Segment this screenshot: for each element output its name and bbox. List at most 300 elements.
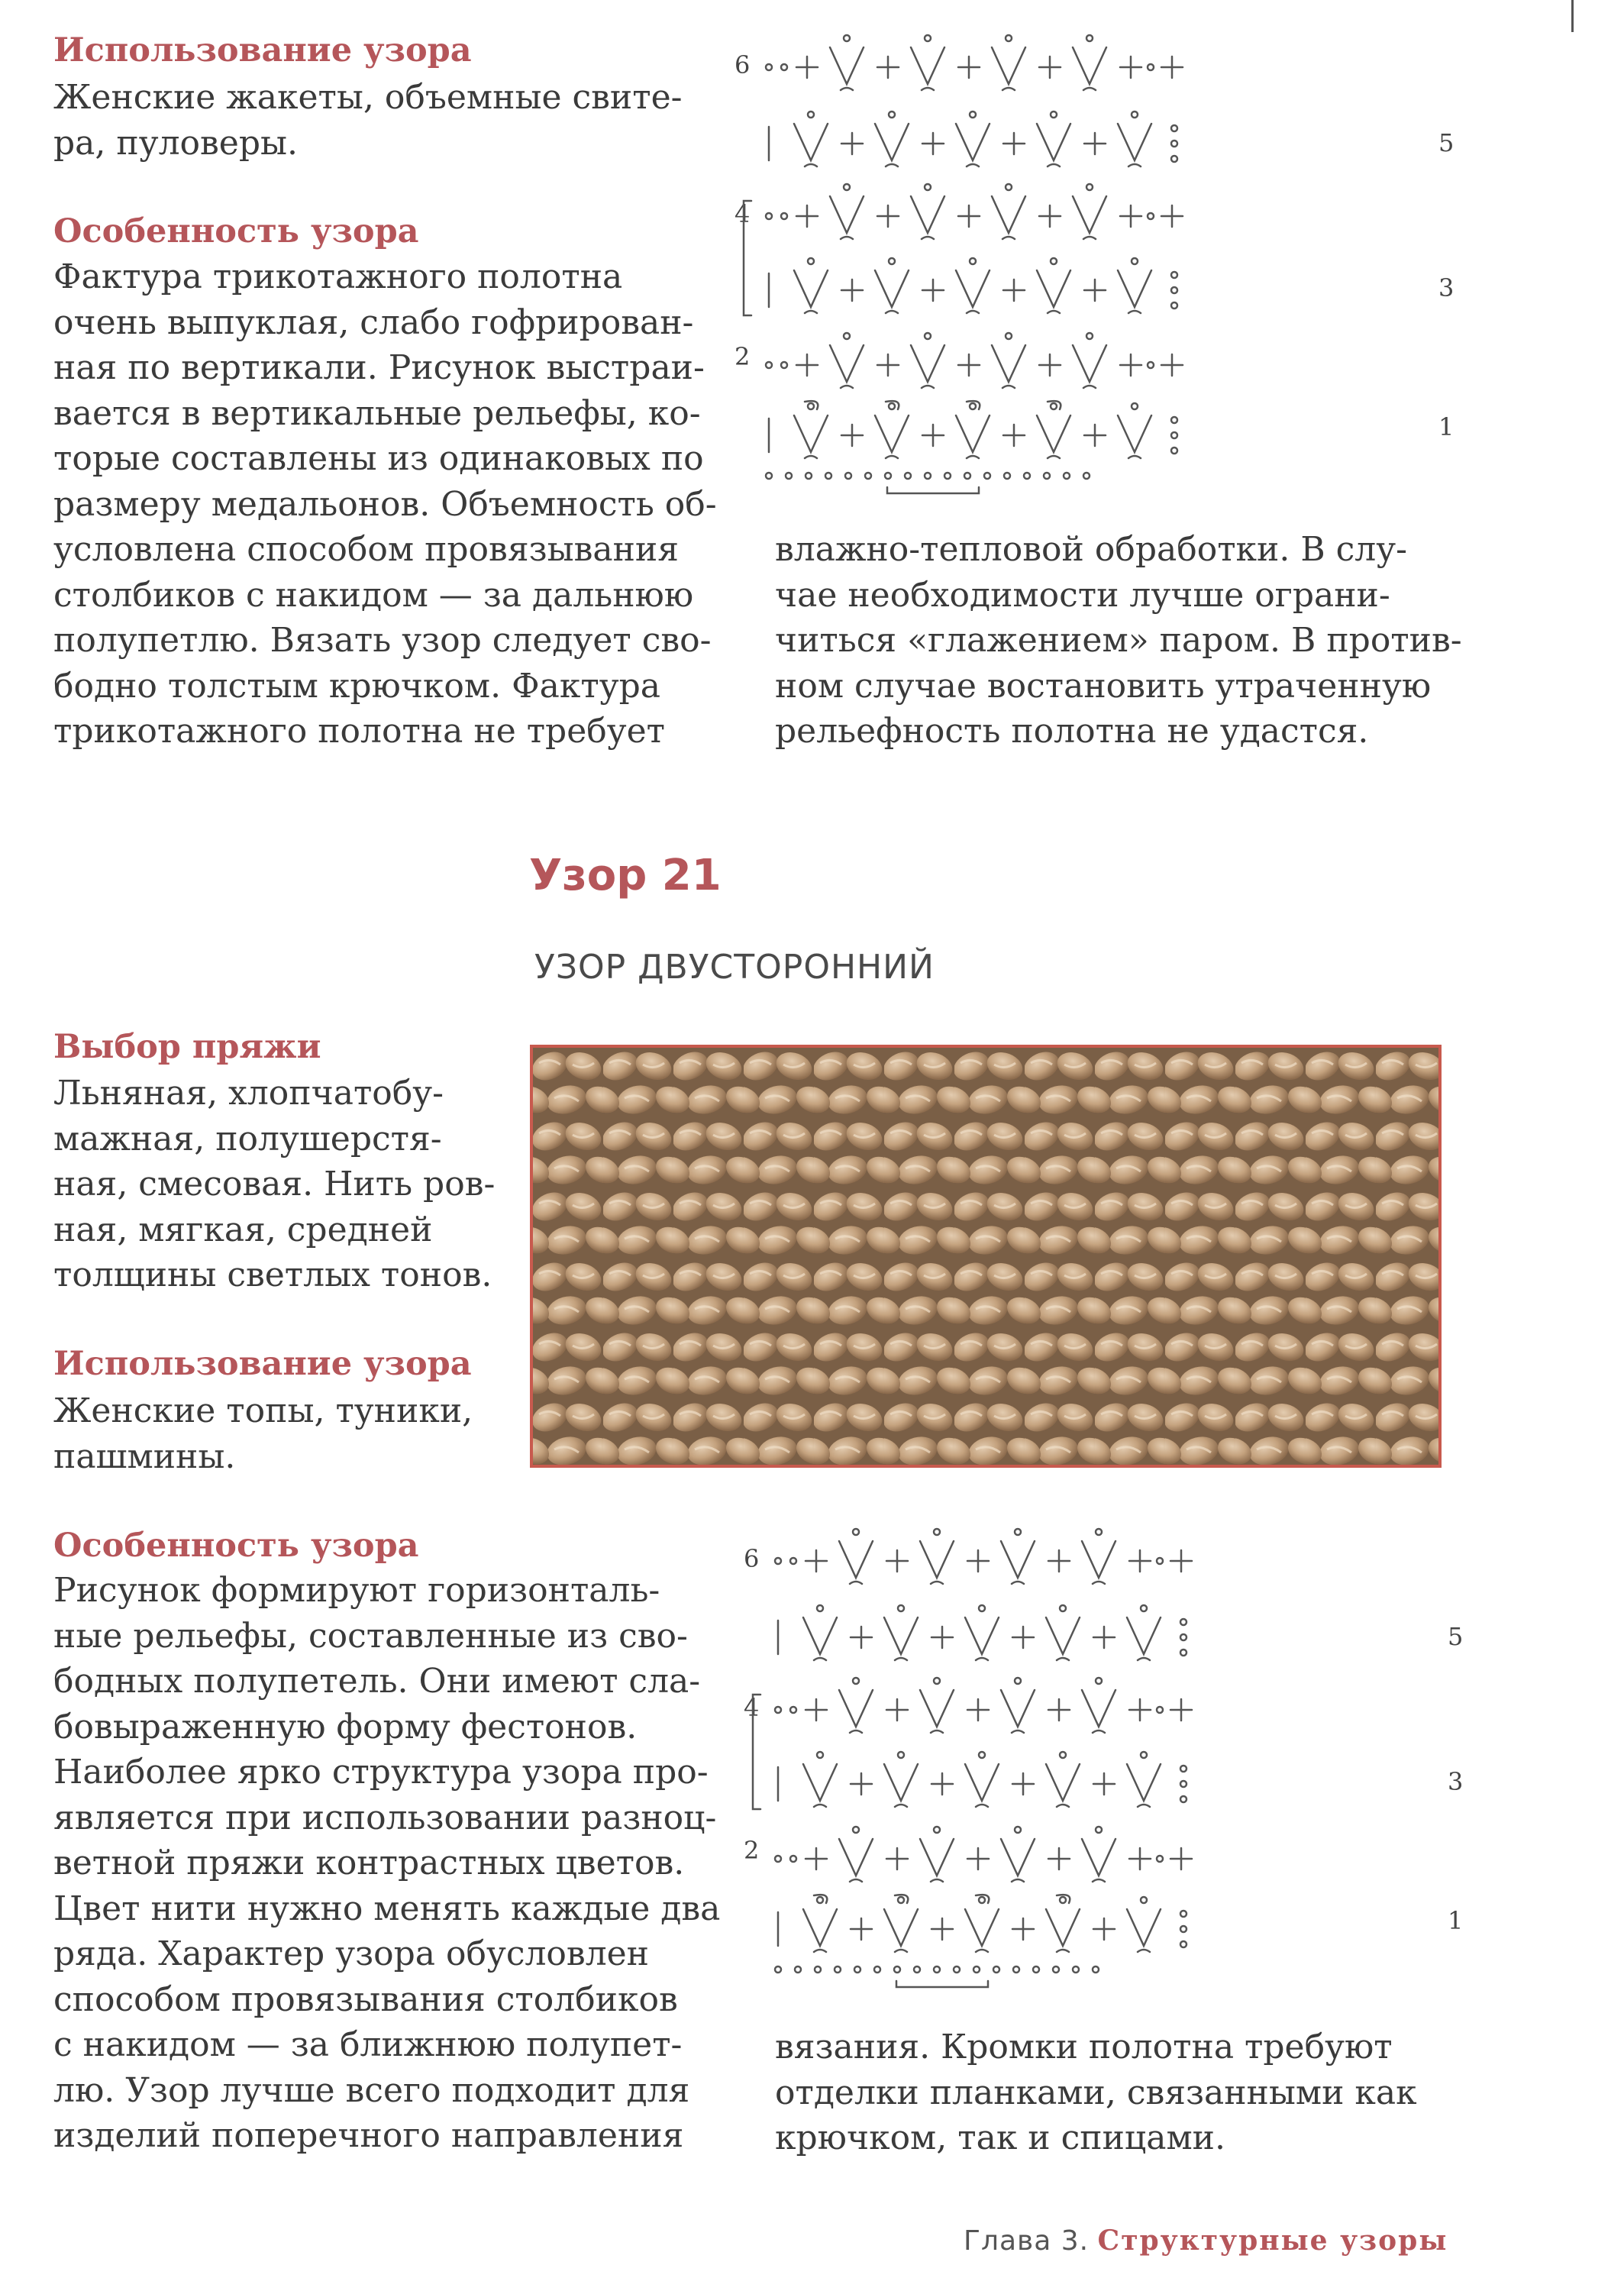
double-crochet-v-mark	[1001, 1541, 1035, 1578]
loop-base-mark	[1093, 1582, 1105, 1584]
loop-base-mark	[976, 1805, 988, 1807]
chain-mark	[1060, 1752, 1066, 1758]
loop-base-mark	[1138, 1658, 1150, 1660]
chain-dot-mark	[775, 1558, 781, 1564]
single-crochet-mark	[1003, 280, 1025, 301]
chain-dot-mark	[1180, 1796, 1187, 1802]
single-crochet-mark	[806, 1848, 827, 1869]
chain-dot-mark	[1180, 1781, 1187, 1787]
single-crochet-mark	[1120, 205, 1141, 227]
single-crochet-mark	[851, 1918, 872, 1940]
chain-mark	[1141, 1605, 1147, 1611]
chain-mark	[853, 1678, 859, 1684]
loop-base-mark	[922, 88, 934, 90]
chain-dot-mark	[1171, 417, 1177, 423]
single-crochet-mark	[1039, 57, 1061, 78]
text-line: торые составлены из одинаковых по	[53, 439, 704, 478]
single-crochet-mark	[1093, 1773, 1115, 1795]
text-line: крючком, так и спицами.	[775, 2118, 1225, 2157]
text-line: вается в вертикальные рельефы, ко-	[53, 393, 701, 433]
row-number-4: 4	[735, 199, 751, 228]
chain-dot-mark	[766, 213, 772, 219]
single-crochet-mark	[1048, 1848, 1070, 1869]
chain-mark	[817, 1752, 823, 1758]
chain-dot-mark	[825, 473, 831, 479]
text-line: читься «глажением» паром. В против-	[775, 621, 1462, 660]
text-line: очень выпуклая, слабо гофрирован-	[53, 302, 694, 342]
chain-dot-mark	[1180, 1650, 1187, 1656]
chain-dot-mark	[1044, 473, 1050, 479]
chain-mark	[1015, 1529, 1021, 1535]
chain-dot-mark	[854, 1966, 860, 1973]
loop-base-mark	[1012, 1879, 1024, 1882]
chain-dot-mark	[894, 1966, 900, 1973]
chain-dot-mark	[1180, 1619, 1187, 1625]
chain-mark	[1006, 333, 1012, 339]
loop-base-mark	[1057, 1950, 1069, 1952]
chain-mark	[817, 1897, 823, 1903]
pattern-sample-photo	[530, 1045, 1442, 1468]
pattern-subtitle: УЗОР ДВУСТОРОННИЙ	[534, 948, 935, 987]
chain-dot-mark	[1004, 473, 1010, 479]
loop-base-mark	[1057, 1805, 1069, 1807]
chain-mark	[1096, 1827, 1102, 1833]
chain-dot-mark	[795, 1966, 801, 1973]
chain-dot-mark	[790, 1558, 796, 1564]
chain-dot-mark	[775, 1966, 781, 1973]
text-line: с накидом — за ближнюю полупет-	[53, 2025, 683, 2064]
top-usage-heading: Использование узора	[53, 31, 472, 69]
double-crochet-v-mark	[794, 415, 828, 452]
double-crochet-v-mark	[794, 270, 828, 307]
chain-mark	[1060, 1897, 1066, 1903]
double-crochet-v-mark	[1082, 1541, 1115, 1578]
loop-base-mark	[850, 1730, 862, 1733]
double-crochet-v-mark	[992, 345, 1025, 382]
chain-dot-mark	[845, 473, 851, 479]
chain-dot-mark	[835, 1966, 841, 1973]
chain-dot-mark	[925, 473, 931, 479]
chain-mark	[1141, 1897, 1147, 1903]
chain-dot-mark	[766, 473, 772, 479]
page-footer	[964, 2224, 1448, 2258]
single-crochet-mark	[1093, 1918, 1115, 1940]
double-crochet-v-mark	[830, 345, 864, 382]
loop-mark	[895, 1895, 908, 1903]
text-line: изделий поперечного направления	[53, 2116, 684, 2155]
double-crochet-v-mark	[884, 1764, 918, 1801]
text-line: бовыраженную форму фестонов.	[53, 1707, 638, 1747]
double-crochet-v-mark	[965, 1764, 999, 1801]
chain-mark	[934, 1827, 940, 1833]
row-number-4: 4	[744, 1693, 760, 1722]
double-crochet-v-mark	[839, 1690, 873, 1727]
single-crochet-mark	[841, 133, 863, 154]
chart-labels	[744, 1544, 1463, 1935]
loop-mark	[814, 1895, 827, 1903]
text-line: рельефность полотна не удастся.	[775, 712, 1369, 751]
single-crochet-mark	[958, 205, 980, 227]
single-crochet-mark	[922, 133, 944, 154]
single-crochet-mark	[806, 1550, 827, 1572]
single-crochet-mark	[1129, 1699, 1151, 1721]
chain-dot-mark	[1157, 1856, 1163, 1862]
loop-base-mark	[886, 456, 898, 458]
loop-base-mark	[814, 1658, 826, 1660]
single-crochet-mark	[841, 425, 863, 446]
crochet-chart-top	[735, 44, 1467, 495]
row-number-2: 2	[744, 1836, 760, 1865]
row-number-6: 6	[735, 50, 751, 79]
chain-dot-mark	[934, 1966, 940, 1973]
chain-mark	[1015, 1678, 1021, 1684]
chain-dot-mark	[954, 1966, 960, 1973]
repeat-bracket	[896, 1981, 988, 1987]
loop-base-mark	[1002, 386, 1015, 388]
row-number-3: 3	[1448, 1767, 1464, 1796]
double-crochet-v-mark	[956, 270, 990, 307]
text-line: бодно толстым крючком. Фактура	[53, 666, 661, 706]
loop-mark	[805, 401, 818, 409]
double-crochet-v-mark	[1073, 196, 1106, 233]
chain-mark	[853, 1827, 859, 1833]
single-crochet-mark	[877, 354, 899, 376]
text-line: условлена способом провязывания	[53, 530, 680, 569]
single-crochet-mark	[806, 1699, 827, 1721]
single-crochet-mark	[1039, 354, 1061, 376]
text-line: отделки планками, связанными как	[775, 2073, 1417, 2112]
chain-mark	[979, 1752, 985, 1758]
loop-base-mark	[850, 1582, 862, 1584]
text-line: чае необходимости лучше ограни-	[775, 575, 1390, 615]
single-crochet-mark	[931, 1627, 953, 1648]
double-crochet-v-mark	[875, 270, 909, 307]
text-line: Женские жакеты, объемные свите-	[53, 78, 683, 117]
chain-dot-mark	[1180, 1634, 1187, 1640]
text-line: пашмины.	[53, 1436, 236, 1476]
chain-mark	[889, 403, 895, 409]
single-crochet-mark	[1120, 354, 1141, 376]
top-feature-heading: Особенность узора	[53, 212, 419, 250]
row-number-2: 2	[735, 342, 751, 371]
chain-mark	[925, 333, 931, 339]
chain-dot-mark	[1024, 473, 1030, 479]
loop-mark	[886, 401, 899, 409]
single-crochet-mark	[877, 57, 899, 78]
chain-mark	[808, 258, 814, 264]
row-number-1: 1	[1448, 1906, 1464, 1935]
chain-mark	[898, 1752, 904, 1758]
loop-base-mark	[895, 1658, 907, 1660]
single-crochet-mark	[886, 1550, 908, 1572]
chain-dot-mark	[1180, 1911, 1187, 1917]
chain-mark	[1051, 258, 1057, 264]
double-crochet-v-mark	[1001, 1839, 1035, 1876]
single-crochet-mark	[1170, 1550, 1192, 1572]
double-crochet-v-mark	[1046, 1764, 1080, 1801]
loop-base-mark	[841, 88, 853, 90]
loop-base-mark	[922, 386, 934, 388]
chain-dot-mark	[993, 1966, 999, 1973]
single-crochet-mark	[1048, 1699, 1070, 1721]
loop-base-mark	[841, 386, 853, 388]
loop-base-mark	[805, 164, 817, 166]
chain-mark	[808, 111, 814, 118]
chain-mark	[970, 258, 976, 264]
text-line: лю. Узор лучше всего подходит для	[53, 2070, 690, 2110]
chart-labels	[735, 50, 1454, 441]
chain-dot-mark	[1171, 156, 1177, 162]
chain-dot-mark	[786, 473, 792, 479]
double-crochet-v-mark	[956, 124, 990, 160]
text-line: Льняная, хлопчатобу-	[53, 1074, 444, 1113]
loop-base-mark	[1048, 164, 1060, 166]
chain-dot-mark	[1148, 64, 1154, 70]
single-crochet-mark	[1170, 1848, 1192, 1869]
pattern-title: Узор 21	[529, 851, 722, 900]
single-crochet-mark	[1170, 1699, 1192, 1721]
loop-base-mark	[814, 1805, 826, 1807]
text-line: ном случае востановить утраченную	[775, 666, 1432, 706]
text-line: ра, пуловеры.	[53, 123, 299, 163]
single-crochet-mark	[958, 354, 980, 376]
single-crochet-mark	[886, 1699, 908, 1721]
chain-dot-mark	[1093, 1966, 1099, 1973]
chain-mark	[844, 35, 850, 41]
chain-dot-mark	[766, 362, 772, 368]
chain-mark	[1086, 333, 1093, 339]
single-crochet-mark	[958, 57, 980, 78]
double-crochet-v-mark	[1082, 1690, 1115, 1727]
double-crochet-v-mark	[875, 124, 909, 160]
chain-dot-mark	[973, 1966, 980, 1973]
page-edge-line	[1571, 0, 1574, 32]
double-crochet-v-mark	[803, 1909, 837, 1946]
chain-dot-mark	[964, 473, 970, 479]
footer-title: Структурные узоры	[1097, 2225, 1448, 2257]
loop-mark	[1057, 1895, 1070, 1903]
chain-mark	[1086, 35, 1093, 41]
row-number-3: 3	[1438, 273, 1454, 302]
chain-dot-mark	[1157, 1558, 1163, 1564]
text-line: Женские топы, туники,	[53, 1391, 473, 1430]
row-number-6: 6	[744, 1544, 760, 1573]
double-crochet-v-mark	[1073, 345, 1106, 382]
single-crochet-mark	[967, 1848, 989, 1869]
double-crochet-v-mark	[992, 196, 1025, 233]
chain-dot-mark	[984, 473, 990, 479]
loop-base-mark	[1083, 386, 1096, 388]
chain-mark	[1015, 1827, 1021, 1833]
loop-base-mark	[931, 1730, 943, 1733]
single-crochet-mark	[967, 1699, 989, 1721]
chain-dot-mark	[1171, 125, 1177, 131]
double-crochet-v-mark	[965, 1909, 999, 1946]
footer-chapter: Глава 3.	[964, 2225, 1090, 2257]
yarn-heading: Выбор пряжи	[53, 1028, 321, 1066]
text-line: Рисунок формируют горизонталь-	[53, 1571, 660, 1610]
chain-mark	[1006, 35, 1012, 41]
loop-mark	[1048, 401, 1061, 409]
text-line: Фактура трикотажного полотна	[53, 257, 623, 296]
loop-base-mark	[976, 1658, 988, 1660]
chain-mark	[1132, 258, 1138, 264]
loop-base-mark	[886, 164, 898, 166]
text-line: столбиков с накидом — за дальнюю	[53, 575, 694, 615]
double-crochet-v-mark	[830, 47, 864, 84]
double-crochet-v-mark	[1127, 1764, 1161, 1801]
loop-base-mark	[886, 311, 898, 313]
chain-dot-mark	[885, 473, 891, 479]
text-line: бодных полупетель. Они имеют сла-	[53, 1662, 701, 1701]
single-crochet-mark	[1084, 425, 1106, 446]
text-line: мажная, полушерстя-	[53, 1119, 442, 1158]
chain-mark	[898, 1605, 904, 1611]
crochet-chart-bottom	[744, 1538, 1477, 1989]
chain-dot-mark	[1180, 1941, 1187, 1947]
double-crochet-v-mark	[1037, 415, 1070, 452]
double-crochet-v-mark	[794, 124, 828, 160]
text-line: ряда. Характер узора обусловлен	[53, 1934, 650, 1973]
single-crochet-mark	[877, 205, 899, 227]
loop-base-mark	[1138, 1950, 1150, 1952]
double-crochet-v-mark	[1118, 270, 1151, 307]
chain-dot-mark	[790, 1707, 796, 1713]
chain-mark	[1060, 1605, 1066, 1611]
chain-mark	[853, 1529, 859, 1535]
single-crochet-mark	[1003, 425, 1025, 446]
single-crochet-mark	[1161, 354, 1183, 376]
double-crochet-v-mark	[1073, 47, 1106, 84]
chain-mark	[1051, 403, 1057, 409]
chain-mark	[934, 1529, 940, 1535]
single-crochet-mark	[1084, 133, 1106, 154]
chain-dot-mark	[1083, 473, 1090, 479]
chain-mark	[970, 111, 976, 118]
single-crochet-mark	[1048, 1550, 1070, 1572]
double-crochet-v-mark	[1037, 270, 1070, 307]
loop-base-mark	[1002, 88, 1015, 90]
loop-base-mark	[1002, 237, 1015, 239]
single-crochet-mark	[931, 1773, 953, 1795]
single-crochet-mark	[886, 1848, 908, 1869]
double-crochet-v-mark	[911, 196, 944, 233]
single-crochet-mark	[967, 1550, 989, 1572]
chain-mark	[844, 333, 850, 339]
single-crochet-mark	[1093, 1627, 1115, 1648]
loop-base-mark	[967, 164, 979, 166]
single-crochet-mark	[1003, 133, 1025, 154]
single-crochet-mark	[1129, 1848, 1151, 1869]
chain-mark	[1141, 1752, 1147, 1758]
chain-mark	[1096, 1529, 1102, 1535]
chain-dot-mark	[781, 213, 787, 219]
single-crochet-mark	[1012, 1627, 1034, 1648]
single-crochet-mark	[1039, 205, 1061, 227]
double-crochet-v-mark	[1082, 1839, 1115, 1876]
double-crochet-v-mark	[920, 1839, 954, 1876]
text-line: Наиболее ярко структура узора про-	[53, 1753, 709, 1792]
double-crochet-v-mark	[803, 1617, 837, 1654]
row-number-5: 5	[1438, 128, 1454, 157]
loop-base-mark	[1138, 1805, 1150, 1807]
single-crochet-mark	[1129, 1550, 1151, 1572]
single-crochet-mark	[1012, 1773, 1034, 1795]
single-crochet-mark	[1161, 205, 1183, 227]
yarn-texture	[533, 1048, 1438, 1465]
chain-dot-mark	[1148, 213, 1154, 219]
single-crochet-mark	[796, 57, 818, 78]
single-crochet-mark	[1161, 57, 1183, 78]
loop-mark	[976, 1895, 989, 1903]
chain-dot-mark	[781, 362, 787, 368]
chain-dot-mark	[781, 64, 787, 70]
chain-mark	[1006, 184, 1012, 190]
chain-mark	[925, 184, 931, 190]
loop-base-mark	[967, 456, 979, 458]
bottom-usage-heading: Использование узора	[53, 1345, 472, 1383]
chain-dot-mark	[944, 473, 951, 479]
double-crochet-v-mark	[920, 1541, 954, 1578]
chain-mark	[970, 403, 976, 409]
chain-dot-mark	[1148, 362, 1154, 368]
double-crochet-v-mark	[839, 1839, 873, 1876]
double-crochet-v-mark	[965, 1617, 999, 1654]
double-crochet-v-mark	[803, 1764, 837, 1801]
text-line: ная, мягкая, средней	[53, 1210, 433, 1249]
loop-base-mark	[1048, 311, 1060, 313]
chain-dot-mark	[1013, 1966, 1019, 1973]
double-crochet-v-mark	[884, 1909, 918, 1946]
chain-mark	[844, 184, 850, 190]
double-crochet-v-mark	[830, 196, 864, 233]
text-line: ные рельефы, составленные из сво-	[53, 1616, 688, 1656]
double-crochet-v-mark	[1037, 124, 1070, 160]
chain-mark	[808, 403, 814, 409]
chain-dot-mark	[1073, 1966, 1079, 1973]
chain-mark	[889, 111, 895, 118]
double-crochet-v-mark	[1127, 1909, 1161, 1946]
single-crochet-mark	[1012, 1918, 1034, 1940]
double-crochet-v-mark	[1118, 124, 1151, 160]
single-crochet-mark	[796, 205, 818, 227]
chain-mark	[934, 1678, 940, 1684]
loop-base-mark	[1048, 456, 1060, 458]
chain-dot-mark	[1171, 287, 1177, 293]
text-line: ная по вертикали. Рисунок выстраи-	[53, 348, 705, 387]
loop-base-mark	[1128, 311, 1141, 313]
double-crochet-v-mark	[992, 47, 1025, 84]
loop-base-mark	[805, 456, 817, 458]
chain-mark	[898, 1897, 904, 1903]
chain-dot-mark	[790, 1856, 796, 1862]
text-line: трикотажного полотна не требует	[53, 712, 666, 751]
row-number-1: 1	[1438, 412, 1454, 441]
loop-base-mark	[1093, 1879, 1105, 1882]
chain-mark	[1132, 111, 1138, 118]
bottom-usage-text	[53, 1388, 473, 1479]
chain-dot-mark	[914, 1966, 920, 1973]
bottom-continuation-text	[775, 2024, 1417, 2161]
chain-mark	[889, 258, 895, 264]
loop-base-mark	[967, 311, 979, 313]
loop-base-mark	[1012, 1582, 1024, 1584]
text-line: способом провязывания столбиков	[53, 1979, 678, 2019]
single-crochet-mark	[922, 425, 944, 446]
row-number-5: 5	[1448, 1622, 1464, 1651]
loop-base-mark	[805, 311, 817, 313]
text-line: полупетлю. Вязать узор следует сво-	[53, 621, 712, 660]
